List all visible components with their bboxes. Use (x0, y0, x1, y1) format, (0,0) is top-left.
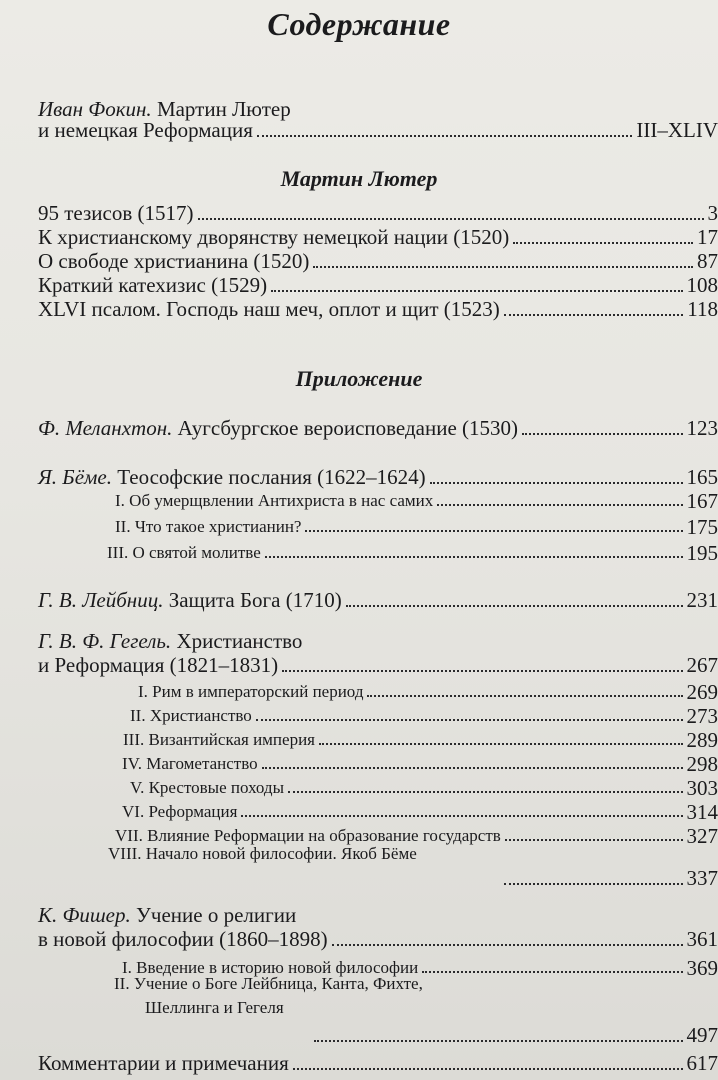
toc-subentry[interactable] (122, 751, 718, 775)
roman-numeral: I. (115, 491, 125, 510)
entry-title: К христианскому дворянству немецкой нации (1520) (38, 225, 510, 249)
page-title: Содержание (267, 6, 451, 42)
leader-dots (346, 605, 683, 607)
toc-subentry-line2[interactable] (500, 861, 718, 891)
toc-entry-boehme[interactable] (38, 460, 718, 490)
entry-author: Ф. Меланхтон. (38, 416, 173, 440)
toc-entry-melanchthon[interactable] (38, 411, 718, 441)
toc-subentry[interactable] (130, 775, 718, 799)
roman-numeral: VII. (115, 826, 143, 845)
page-number: 123 (686, 416, 718, 440)
leader-dots (282, 670, 682, 672)
toc-entry-hegel-line2[interactable] (38, 648, 718, 678)
page-number: 327 (686, 824, 718, 848)
toc-entry[interactable] (38, 292, 718, 322)
leader-dots (241, 815, 682, 817)
entry-title: Что такое христианин? (134, 517, 302, 536)
leader-dots (314, 1040, 683, 1042)
page-number: 108 (686, 273, 718, 297)
toc-entry-fischer-line2[interactable] (38, 922, 718, 952)
page-number: 87 (697, 249, 718, 273)
page-number: 314 (686, 800, 718, 824)
roman-numeral: II. (130, 706, 146, 725)
entry-title: 95 тезисов (1517) (38, 201, 194, 225)
page-number: 617 (686, 1051, 718, 1075)
entry-title: в новой философии (1860–1898) (38, 927, 328, 951)
toc-entry-leibniz[interactable] (38, 583, 718, 613)
page-number: 175 (686, 515, 718, 539)
entry-title: О святой молитве (132, 543, 261, 562)
page-number: 369 (686, 956, 718, 980)
page-number: 361 (686, 927, 718, 951)
toc-subentry[interactable] (115, 514, 718, 538)
entry-title: и немецкая Реформация (38, 118, 253, 142)
leader-dots (522, 433, 682, 435)
page-number: 3 (707, 201, 718, 225)
toc-entry-comments[interactable] (38, 1046, 718, 1076)
toc-subentry-line1 (108, 843, 417, 865)
entry-title: и Реформация (1821–1831) (38, 653, 279, 677)
entry-title: Учение о религии (130, 903, 297, 927)
entry-title: XLVI псалом. Господь наш меч, оплот и щит (1523) (38, 297, 500, 321)
entry-author: Г. В. Ф. Гегель. (38, 629, 172, 653)
leader-dots (504, 883, 683, 885)
section-heading-appendix: Приложение (295, 366, 423, 391)
page-number: 231 (686, 588, 718, 612)
leader-dots (288, 791, 682, 793)
roman-numeral: V. (130, 778, 145, 797)
toc-subentry-line1 (114, 973, 423, 995)
roman-numeral: II. (115, 517, 131, 536)
toc-entry-intro-line2[interactable] (38, 113, 718, 143)
entry-title: Христианство (149, 706, 252, 725)
leader-dots (504, 314, 684, 316)
entry-title: Реформация (148, 802, 238, 821)
leader-dots (422, 971, 682, 973)
roman-numeral: II. (114, 974, 130, 993)
leader-dots (262, 767, 683, 769)
entry-title: Комментарии и примечания (38, 1051, 289, 1075)
leader-dots (265, 556, 683, 558)
page-number: 118 (687, 297, 718, 321)
leader-dots (319, 743, 683, 745)
page-number: 195 (686, 541, 718, 565)
toc-subentry[interactable] (107, 540, 718, 564)
entry-title: Начало новой философии. Якоб Бёме (145, 844, 417, 863)
page-number: III–XLIV (636, 118, 718, 142)
page-number: 337 (686, 866, 718, 890)
page-number: 167 (686, 489, 718, 513)
toc-subentry[interactable] (122, 799, 718, 823)
leader-dots (256, 719, 683, 721)
entry-title: Теософские послания (1622–1624) (111, 465, 426, 489)
entry-author: Иван Фокин. (38, 97, 152, 121)
page-number: 17 (697, 225, 718, 249)
leader-dots (437, 504, 682, 506)
leader-dots (257, 135, 632, 137)
entry-title: Крестовые походы (148, 778, 285, 797)
roman-numeral: VI. (122, 802, 145, 821)
toc-subentry-page[interactable] (310, 1018, 718, 1048)
entry-title: О свободе христианина (1520) (38, 249, 310, 273)
page-number: 267 (686, 653, 718, 677)
page-number: 497 (686, 1023, 718, 1047)
roman-numeral: III. (107, 543, 129, 562)
entry-title: Рим в императорский период (152, 682, 364, 701)
leader-dots (430, 482, 683, 484)
entry-title: Защита Бога (1710) (163, 588, 342, 612)
toc-subentry[interactable] (130, 703, 718, 727)
entry-title: Учение о Боге Лейбница, Канта, Фихте, (133, 974, 423, 993)
leader-dots (305, 530, 682, 532)
entry-title: Христианство (171, 629, 303, 653)
entry-title: Об умерщвлении Антихриста в нас самих (129, 491, 434, 510)
roman-numeral: I. (138, 682, 148, 701)
entry-author: К. Фишер. (38, 903, 131, 927)
entry-author: Я. Бёме. (38, 465, 112, 489)
entry-title: Магометанство (146, 754, 258, 773)
entry-title: Византийская империя (148, 730, 315, 749)
entry-title: Мартин Лютер (151, 97, 291, 121)
roman-numeral: I. (122, 958, 132, 977)
roman-numeral: IV. (122, 754, 142, 773)
section-heading-luther: Мартин Лютер (280, 166, 438, 191)
leader-dots (332, 944, 683, 946)
entry-title: Краткий катехизис (1529) (38, 273, 268, 297)
toc-subentry-line2[interactable] (145, 995, 718, 1019)
leader-dots (293, 1068, 683, 1070)
page-number: 273 (686, 704, 718, 728)
roman-numeral: VIII. (108, 844, 142, 863)
entry-title: Введение в историю новой философии (136, 958, 419, 977)
toc-subentry[interactable] (115, 488, 718, 512)
page-number: 165 (686, 465, 718, 489)
entry-author: Г. В. Лейбниц. (38, 588, 164, 612)
entry-title: Влияние Реформации на образование государств (147, 826, 501, 845)
toc-subentry[interactable] (138, 679, 718, 703)
page-number: 298 (686, 752, 718, 776)
leader-dots (505, 839, 683, 841)
leader-dots (367, 695, 682, 697)
page-number: 269 (686, 680, 718, 704)
entry-title: Шеллинга и Гегеля (145, 998, 284, 1017)
toc-subentry[interactable] (123, 727, 718, 751)
roman-numeral: III. (123, 730, 145, 749)
page-number: 303 (686, 776, 718, 800)
entry-title: Аугсбургское вероисповедание (1530) (172, 416, 519, 440)
page-number: 289 (686, 728, 718, 752)
